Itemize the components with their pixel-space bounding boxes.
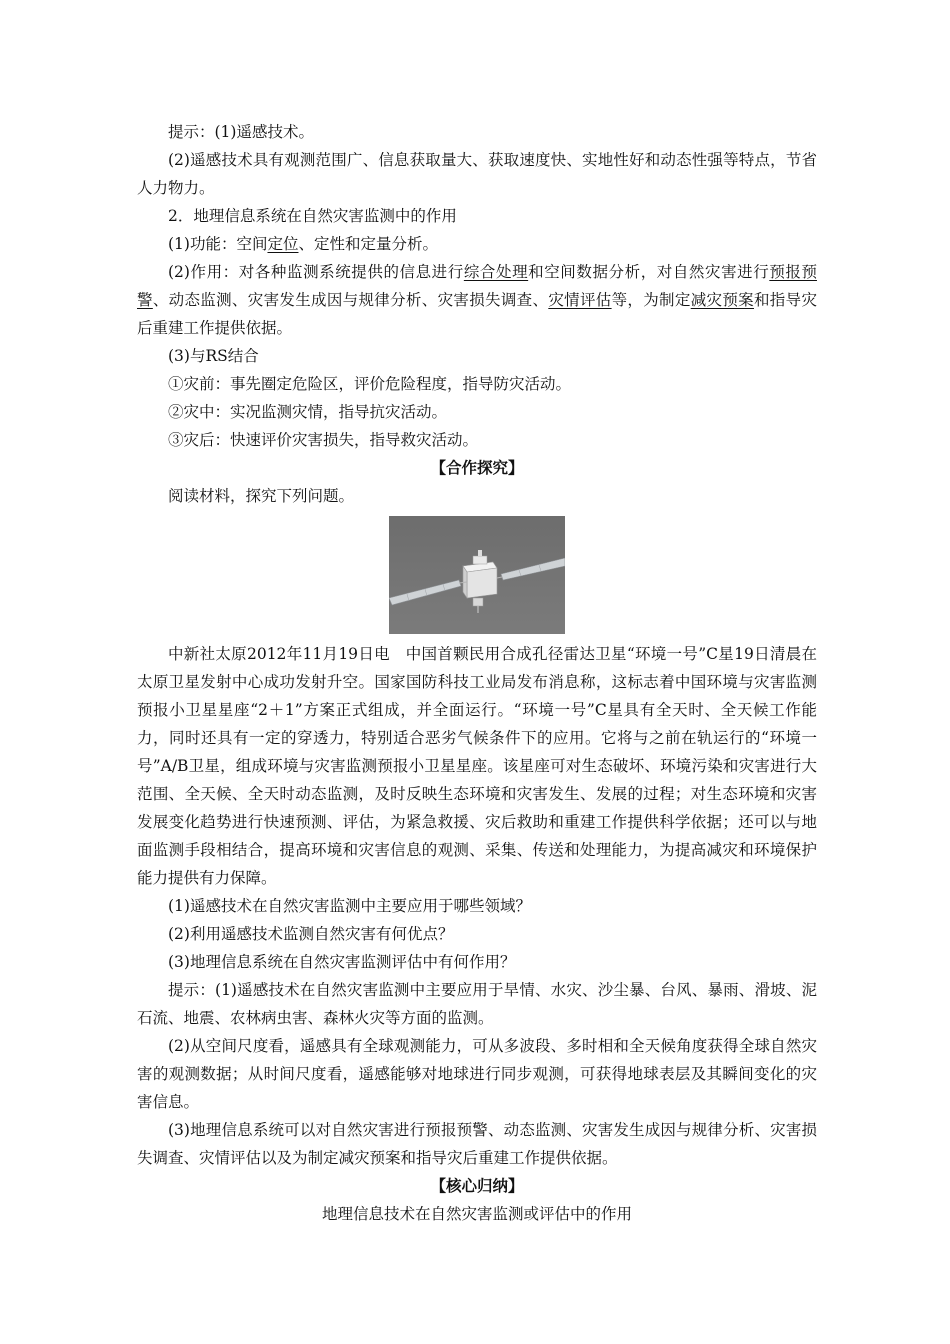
rs-item-before: ①灾前：事先圈定危险区，评价危险程度，指导防灾活动。 [168, 375, 572, 393]
answer-3: (3)地理信息系统可以对自然灾害进行预报预警、动态监测、灾害发生成因与规律分析、灾害损失调查、灾情评估以及为制定减灾预案和指导灾后重建工作提供依据。 [137, 1121, 817, 1167]
answer-2: (2)从空间尺度看，遥感具有全球观测能力，可从多波段、多时相和全天候角度获得全球自然灾害的观测数据；从时间尺度看，遥感能够对地球进行同步观测，可获得地球表层及其瞬间变化的灾害信息。 [137, 1037, 817, 1111]
question-1: (1)遥感技术在自然灾害监测中主要应用于哪些领域？ [168, 897, 531, 915]
hint-1: 提示：(1)遥感技术。 [168, 123, 314, 141]
section-title-coop: 【合作探究】 [430, 458, 524, 477]
section-title-core: 【核心归纳】 [430, 1176, 524, 1195]
rs-item-during: ②灾中：实况监测灾情，指导抗灾活动。 [168, 403, 448, 421]
satellite-image [389, 516, 565, 634]
underlined-term: 综合处理 [463, 263, 529, 281]
underlined-term: 预报预警 [137, 263, 817, 309]
satellite-icon [389, 516, 565, 634]
gis-function: (1)功能：空间定位、定性和定量分析。 [168, 235, 438, 253]
hint-2: (2)遥感技术具有观测范围广、信息获取量大、获取速度快、实地性好和动态性强等特点，节省人力物力。 [137, 151, 817, 197]
rs-heading: (3)与RS结合 [168, 347, 259, 365]
coop-intro: 阅读材料，探究下列问题。 [168, 487, 355, 505]
gis-role: (2)作用：对各种监测系统提供的信息进行综合处理和空间数据分析，对自然灾害进行预报预警、动态监测、灾害发生成因与规律分析、灾害损失调查、灾情评估等，为制定减灾预案和指导灾后重建工作提供依据。 [137, 263, 817, 337]
answer-1: 提示：(1)遥感技术在自然灾害监测中主要应用于旱情、水灾、沙尘暴、台风、暴雨、滑坡、泥石流、地震、农林病虫害、森林火灾等方面的监测。 [137, 981, 817, 1027]
question-2: (2)利用遥感技术监测自然灾害有何优点？ [168, 925, 454, 943]
document-page [137, 118, 817, 1228]
news-paragraph: 中新社太原2012年11月19日电 中国首颗民用合成孔径雷达卫星“环境一号”C星19日清晨在太原卫星发射中心成功发射升空。国家国防科技工业局发布消息称，这标志着中国环境与灾害监测预报小卫星星座“2＋1”方案正式组成，并全面运行。“环境一号”C星具有全天时、全天候工作能力，同时还具有一定的穿透力，特别适合恶劣气候条件下的应用。它将与之前在轨运行的“环境一号”A/B卫星，组成环境与灾害监测预报小卫星星座。该星座可对生态破坏、环境污染和灾害进行大范围、全天候、全天时动态监测，及时反映生态环境和灾害发生、发展的过程；对生态环境和灾害发展变化趋势进行快速预测、评估，为紧急救援、灾后救助和重建工作提供科学依据；还可以与地面监测手段相结合，提高环境和灾害信息的观测、采集、传送和处理能力，为提高减灾和环境保护能力提供有力保障。 [137, 645, 817, 887]
underlined-term: 灾情评估 [548, 291, 612, 309]
underlined-term: 定位 [267, 235, 299, 253]
underlined-term: 减灾预案 [690, 291, 754, 309]
rs-item-after: ③灾后：快速评价灾害损失，指导救灾活动。 [168, 431, 479, 449]
core-subtitle: 地理信息技术在自然灾害监测或评估中的作用 [321, 1205, 632, 1223]
section-heading-gis: 2．地理信息系统在自然灾害监测中的作用 [168, 207, 457, 225]
question-3: (3)地理信息系统在自然灾害监测评估中有何作用？ [168, 953, 516, 971]
